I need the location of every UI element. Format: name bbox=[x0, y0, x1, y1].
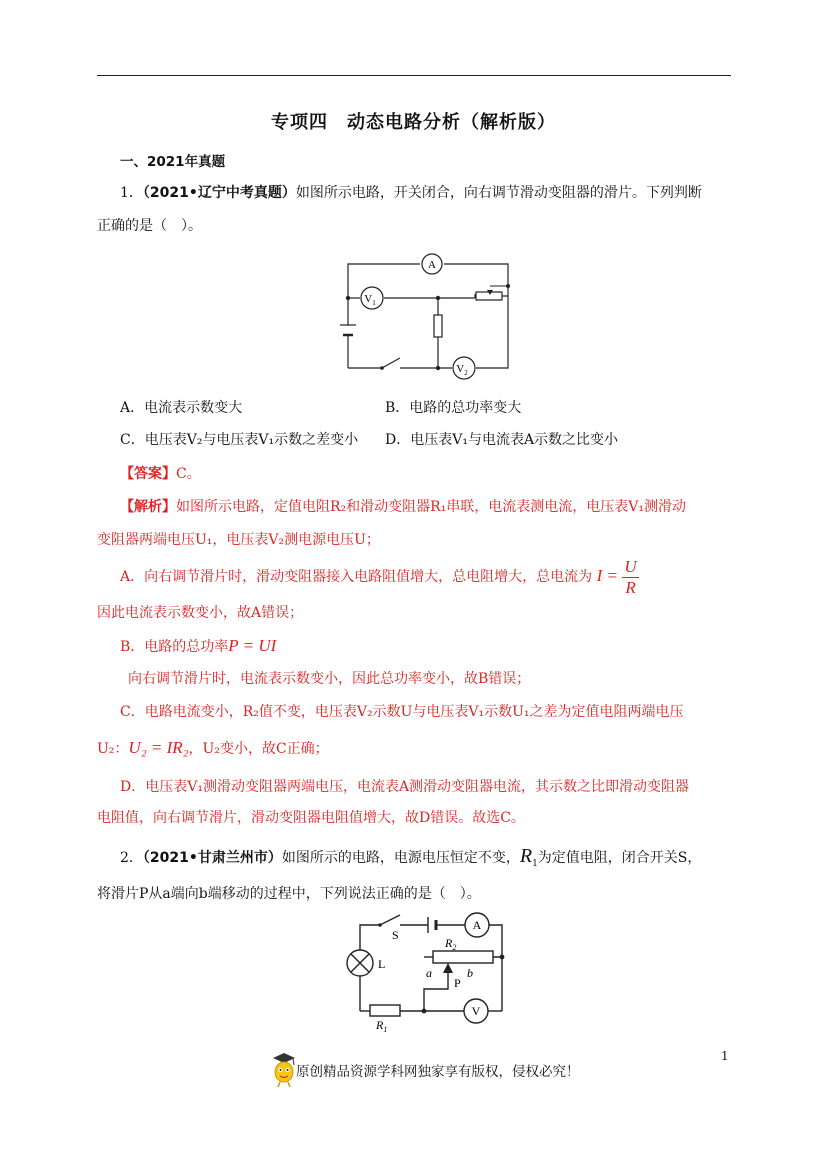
q1-analysis-b2: 向右调节滑片时，电流表示数变小，因此总功率变小，故B错误； bbox=[128, 671, 531, 687]
rheostat-r2 bbox=[433, 951, 493, 963]
slider-p-label: P bbox=[454, 976, 461, 990]
header-rule bbox=[97, 75, 731, 76]
q1-analysis-b1: B．电路的总功率P = UI bbox=[120, 636, 277, 655]
junction-dot bbox=[436, 366, 440, 370]
q1-analysis-a1: A．向右调节滑片时，滑动变阻器接入电路阻值增大，总电阻增大，总电流为 I = $\frac{U}{R}$ bbox=[120, 556, 637, 597]
fixed-resistor-r1 bbox=[370, 1005, 400, 1016]
q1-option-d: D．电压表V₁与电流表A示数之比变小 bbox=[385, 432, 619, 448]
rheostat-slider bbox=[490, 284, 508, 286]
q1-option-c: C．电压表V₂与电压表V₁示数之差变小 bbox=[120, 432, 359, 448]
ammeter-a-label: A bbox=[472, 918, 482, 932]
q1-analysis-d2: 电阻值，向右调节滑片，滑动变阻器电阻值增大，故D错误。故选C。 bbox=[97, 810, 525, 826]
q1-analysis-d1: D．电压表V₁测滑动变阻器两端电压，电流表A测滑动变阻器电流，其示数之比即滑动变阻器 bbox=[120, 779, 690, 795]
slider-arrow-p bbox=[443, 963, 453, 973]
footer bbox=[270, 1052, 670, 1092]
q1-analysis-a2: 因此电流表示数变小，故A错误； bbox=[97, 605, 304, 621]
page-title: 专项四 动态电路分析（解析版） bbox=[271, 112, 556, 133]
page-number: 1 bbox=[721, 1049, 729, 1063]
q1-stem-line2: 正确的是（ ）。 bbox=[97, 218, 202, 234]
circuit-diagram-1 bbox=[330, 250, 530, 380]
q1-option-b: B．电路的总功率变大 bbox=[385, 400, 522, 416]
resistor-r1-label: $R_1$ bbox=[376, 1018, 388, 1034]
formula-fraction: $\frac{U}{R}$ bbox=[624, 556, 637, 597]
fixed-resistor-r2 bbox=[434, 315, 442, 337]
circuit-diagram-2 bbox=[340, 905, 520, 1035]
q2-stem-line2: 将滑片P从a端向b端移动的过程中，下列说法正确的是（ ）。 bbox=[97, 886, 481, 902]
lamp-label: L bbox=[378, 957, 386, 971]
junction-dot bbox=[500, 955, 505, 960]
mascot-logo-icon bbox=[270, 1052, 298, 1088]
q1-analysis-c2: U₂：U₂ = IR₂，U₂变小，故C正确； bbox=[97, 738, 329, 757]
q2-stem-line1: 2．（2021•甘肃兰州市）如图所示的电路，电源电压恒定不变，$R_1$为定值电阻，闭合开关S， bbox=[120, 845, 702, 869]
rheostat-r2-label: $R_2$ bbox=[445, 936, 457, 952]
switch-pivot bbox=[378, 923, 382, 927]
junction-dot bbox=[422, 1009, 427, 1014]
q1-option-a: A．电流表示数变大 bbox=[120, 400, 243, 416]
ammeter-a-label: A bbox=[428, 259, 436, 271]
q1-answer: 【答案】C。 bbox=[120, 466, 201, 482]
junction-dot bbox=[436, 296, 440, 300]
junction-dot bbox=[346, 296, 350, 300]
voltmeter-v2-label: $V_2$ bbox=[456, 363, 468, 377]
footer-copyright: 原创精品资源学科网独家享有版权，侵权必究！ bbox=[296, 1064, 580, 1080]
q1-analysis-line1: 【解析】如图所示电路，定值电阻R₂和滑动变阻器R₁串联，电流表测电流，电压表V₁测滑动 bbox=[120, 499, 687, 515]
q1-analysis-c1: C．电路电流变小，R₂值不变，电压表V₂示数U与电压表V₁示数U₁之差为定值电阻两端电压 bbox=[120, 704, 684, 720]
voltmeter-v-label: V bbox=[471, 1004, 481, 1018]
q1-analysis-line2: 变阻器两端电压U₁，电压表V₂测电源电压U； bbox=[97, 532, 380, 548]
switch-pivot bbox=[380, 366, 384, 370]
section-heading: 一、2021年真题 bbox=[120, 154, 226, 170]
end-a-label: a bbox=[426, 966, 432, 980]
junction-dot bbox=[506, 284, 510, 288]
formula-current: I = bbox=[596, 566, 618, 585]
end-b-label: b bbox=[467, 966, 473, 980]
voltmeter-v1-label: $V_1$ bbox=[364, 293, 376, 307]
q1-stem-line1: 1．（2021•辽宁中考真题）如图所示电路，开关闭合，向右调节滑动变阻器的滑片。下列判断 bbox=[120, 185, 702, 201]
switch-label: S bbox=[392, 928, 399, 942]
